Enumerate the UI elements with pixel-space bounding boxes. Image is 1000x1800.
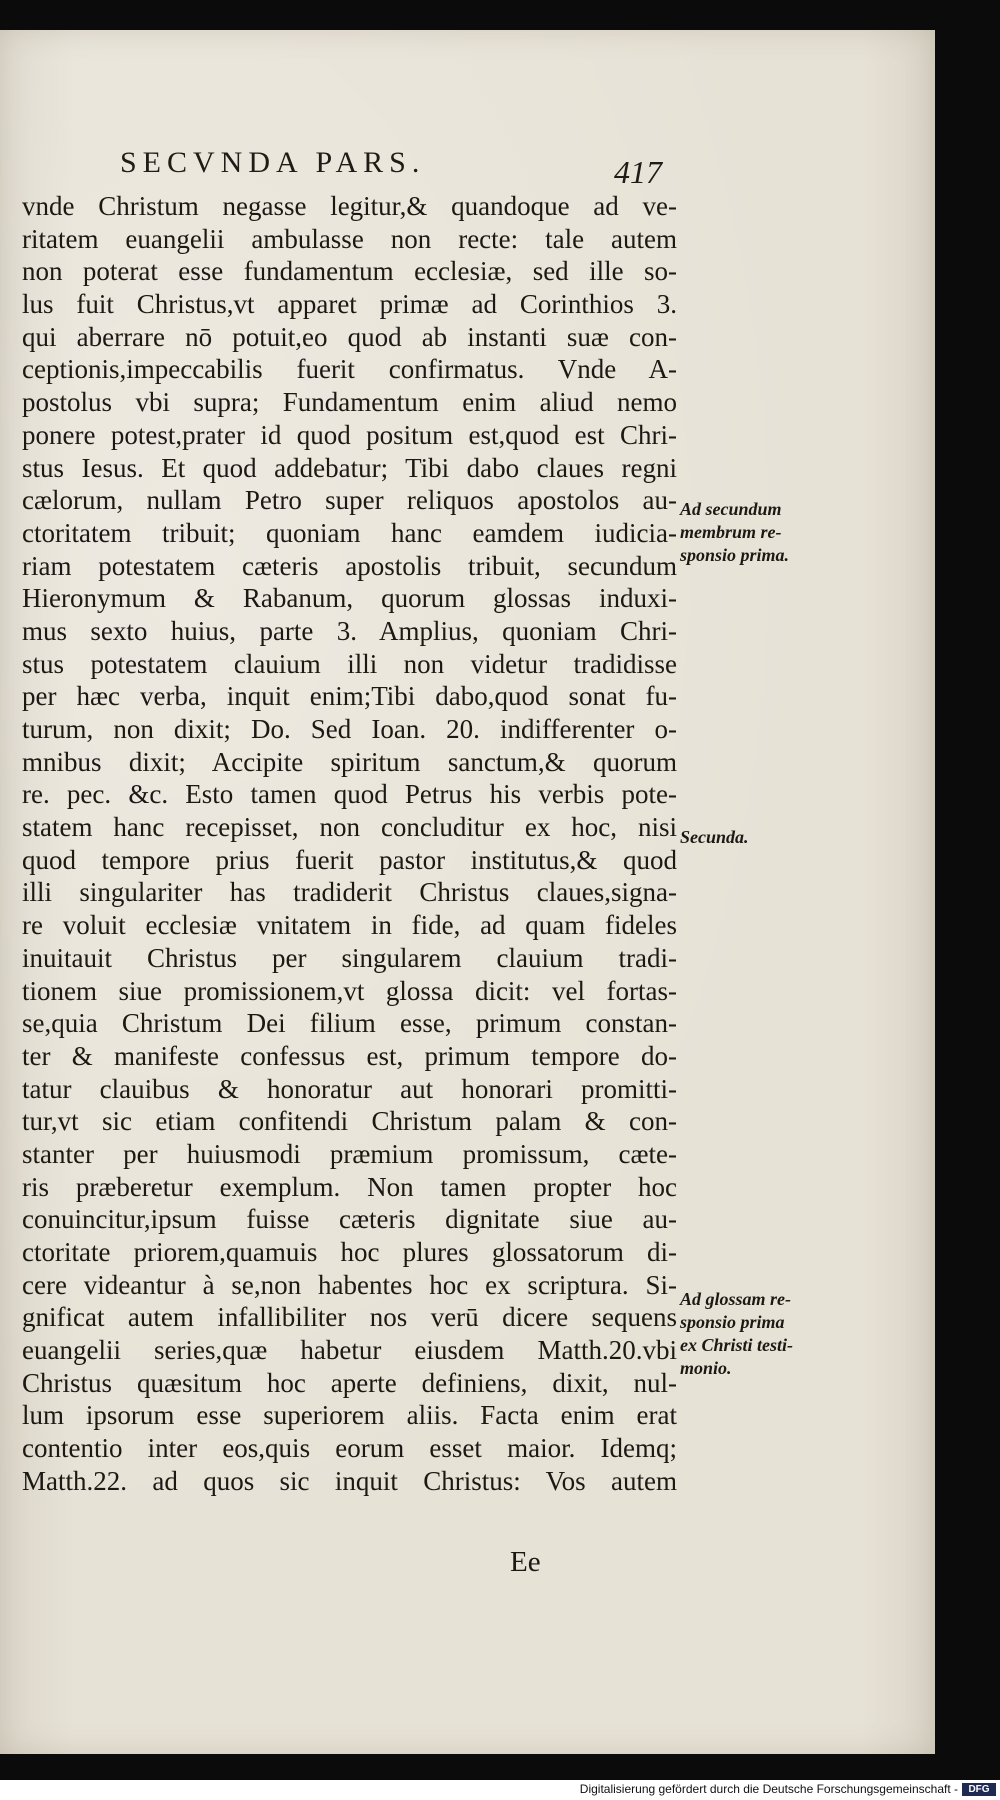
text-line: illi singulariter has tradiderit Christus claues,signa- bbox=[22, 877, 677, 908]
catchword: Ee bbox=[510, 1546, 541, 1578]
text-line: riam potestatem cæteris apostolis tribuit, secundum bbox=[22, 550, 677, 581]
marginal-note-line: sponsio prima bbox=[680, 1312, 785, 1332]
text-line: ctoritate priorem,quamuis hoc plures glossatorum di- bbox=[22, 1237, 677, 1267]
marginal-note-line: membrum re- bbox=[680, 522, 782, 542]
digitization-footer bbox=[0, 1780, 1000, 1800]
text-line: lum ipsorum esse superiorem aliis. Facta enim erat bbox=[22, 1400, 677, 1431]
text-line: conuincitur,ipsum fuisse cæteris dignitate siue au- bbox=[22, 1204, 677, 1235]
text-line: ter & manifeste confessus est, primum tempore do- bbox=[22, 1040, 677, 1071]
text-line: stus potestatem clauium illi non videtur tradidisse bbox=[22, 648, 677, 679]
text-line: quod tempore prius fuerit pastor institutus,& quod bbox=[22, 844, 677, 875]
text-line: re voluit ecclesiæ vnitatem in fide, ad quam fideles bbox=[22, 910, 677, 941]
text-line: ris præberetur exemplum. Non tamen propter hoc bbox=[22, 1171, 677, 1202]
text-line: tatur clauibus & honoratur aut honorari promitti- bbox=[22, 1073, 677, 1104]
text-line: inuitauit Christus per singularem clauium tradi- bbox=[22, 942, 677, 973]
text-line: postolus vbi supra; Fundamentum enim aliud nemo bbox=[22, 387, 677, 418]
text-line: non poterat esse fundamentum ecclesiæ, sed ille so- bbox=[22, 256, 677, 287]
marginal-note-second bbox=[680, 826, 830, 849]
text-line: Hieronymum & Rabanum, quorum glossas induxi- bbox=[22, 583, 677, 614]
text-line: tur,vt sic etiam confitendi Christum palam & con- bbox=[22, 1106, 677, 1137]
text-line: re. pec. &c. Esto tamen quod Petrus his verbis pote- bbox=[22, 779, 677, 810]
text-line: ritatem euangelii ambulasse non recte: tale autem bbox=[22, 223, 677, 254]
text-line: cere videantur à se,non habentes hoc ex scriptura. Si- bbox=[22, 1269, 677, 1300]
main-text-block bbox=[22, 190, 677, 1498]
dfg-logo: DFG bbox=[962, 1783, 996, 1796]
running-head: SECVNDA PARS. bbox=[120, 146, 426, 179]
text-line: vnde Christum negasse legitur,& quandoque ad ve- bbox=[22, 191, 677, 221]
text-line: stus Iesus. Et quod addebatur; Tibi dabo claues regni bbox=[22, 452, 677, 483]
text-line: euangelii series,quæ habetur eiusdem Matth.20.vbi bbox=[22, 1335, 677, 1366]
text-line: gnificat autem infallibiliter nos verū dicere sequens bbox=[22, 1302, 677, 1333]
text-line: mnibus dixit; Accipite spiritum sanctum,& quorum bbox=[22, 746, 677, 777]
text-line: contentio inter eos,quis eorum esset maior. Idemq; bbox=[22, 1433, 677, 1464]
text-line: Christus quæsitum hoc aperte definiens, dixit, nul- bbox=[22, 1367, 677, 1398]
text-line: turum, non dixit; Do. Sed Ioan. 20. indifferenter o- bbox=[22, 714, 677, 744]
text-line: stanter per huiusmodi præmium promissum, cæte- bbox=[22, 1138, 677, 1169]
text-line: se,quia Christum Dei filium esse, primum constan- bbox=[22, 1008, 677, 1039]
text-line: tionem siue promissionem,vt glossa dicit: vel fortas- bbox=[22, 975, 677, 1006]
text-line: statem hanc recepisset, non concluditur ex hoc, nisi bbox=[22, 812, 677, 843]
text-line: per hæc verba, inquit enim;Tibi dabo,quod sonat fu- bbox=[22, 681, 677, 712]
marginal-note-line: sponsio prima. bbox=[680, 545, 790, 565]
text-line: ceptionis,impeccabilis fuerit confirmatus. Vnde A- bbox=[22, 354, 677, 385]
text-line: lus fuit Christus,vt apparet primæ ad Corinthios 3. bbox=[22, 289, 677, 320]
book-page bbox=[0, 30, 935, 1754]
text-line: mus sexto huius, parte 3. Amplius, quoniam Chri- bbox=[22, 615, 677, 646]
text-line: cælorum, nullam Petro super reliquos apostolos au- bbox=[22, 485, 677, 516]
text-line: Matth.22. ad quos sic inquit Christus: Vos autem bbox=[22, 1465, 677, 1496]
text-line: ctoritatem tribuit; quoniam hanc eamdem iudicia- bbox=[22, 517, 677, 548]
text-line: qui aberrare nō potuit,eo quod ab instanti suæ con- bbox=[22, 321, 677, 352]
marginal-note-line: Ad glossam re- bbox=[680, 1289, 792, 1309]
marginal-note-line: monio. bbox=[680, 1358, 732, 1378]
text-line: ponere potest,prater id quod positum est,quod est Chri- bbox=[22, 419, 677, 450]
page-number: 417 bbox=[614, 154, 662, 190]
marginal-note-line: ex Christi testi- bbox=[680, 1335, 794, 1355]
marginal-note-response-first bbox=[680, 498, 830, 567]
marginal-note-line: Secunda. bbox=[680, 827, 749, 847]
marginal-note-line: Ad secundum bbox=[680, 499, 782, 519]
marginal-note-gloss-response bbox=[680, 1288, 830, 1380]
funding-notice: Digitalisierung gefördert durch die Deutsche Forschungsgemeinschaft - bbox=[579, 1782, 958, 1796]
